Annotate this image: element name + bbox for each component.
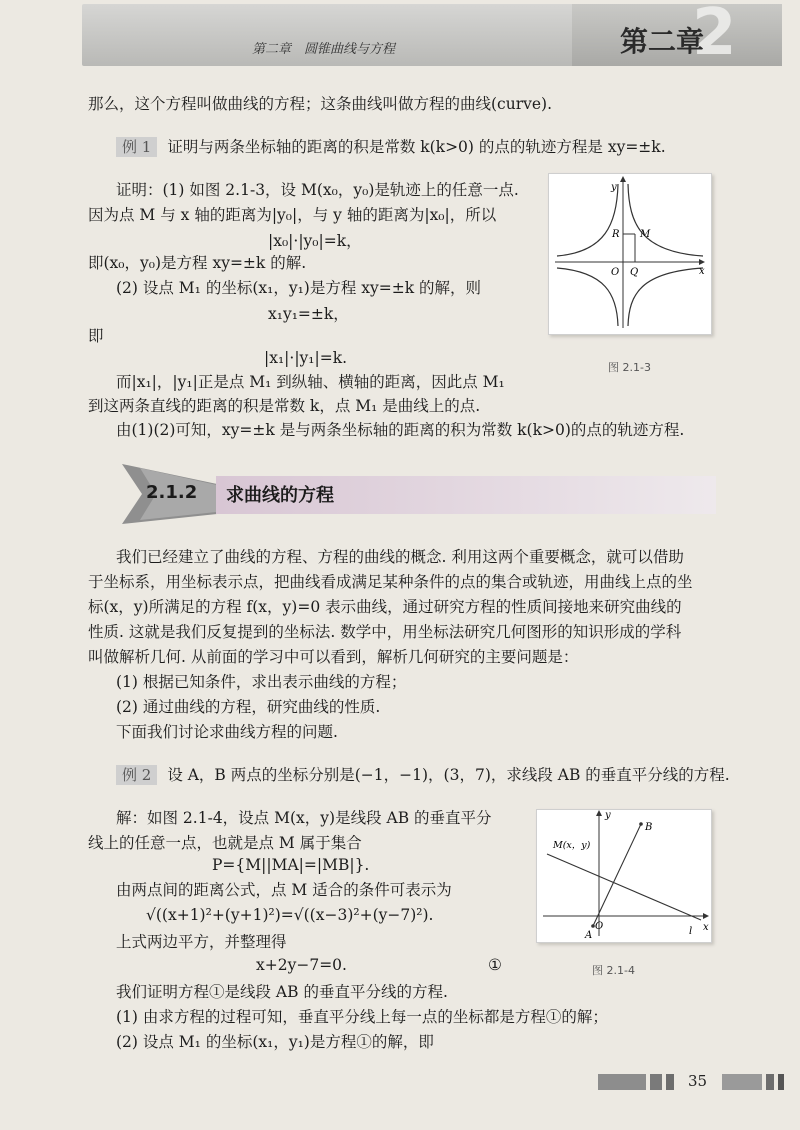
label-m: M(x，y) <box>553 840 591 851</box>
footer-block <box>598 1074 646 1090</box>
y-axis-arrow <box>596 810 602 816</box>
perpendicular-bisector-graph <box>537 810 711 942</box>
section-title: 求曲线的方程 <box>226 485 334 506</box>
equation: x₁y₁=±k， <box>268 305 349 323</box>
example-2-text: 设 A，B 两点的坐标分别是(−1，−1)，(3，7)，求线段 AB 的垂直平分线的方程. <box>167 766 730 784</box>
text-line: 因为点 M 与 x 轴的距离为|y₀|，与 y 轴的距离为|x₀|，所以 <box>88 206 497 224</box>
page-number: 35 <box>688 1072 708 1090</box>
label-x: x <box>703 922 709 933</box>
chapter-tab <box>572 0 782 70</box>
text-line: (2) 通过曲线的方程，研究曲线的性质. <box>116 698 381 716</box>
figure-caption: 图 2.1-4 <box>592 964 635 977</box>
text-line: 证明：(1) 如图 2.1-3，设 M(x₀，y₀)是轨迹上的任意一点. <box>116 181 519 199</box>
label-a: A <box>585 930 593 941</box>
section-number: 2.1.2 <box>146 482 198 503</box>
label-m: M <box>640 229 651 240</box>
text-line: (1) 根据已知条件，求出表示曲线的方程； <box>116 673 407 691</box>
chapter-title: 第二章 <box>620 25 705 58</box>
hyperbola-branch <box>628 184 703 256</box>
text-line: (2) 设点 M₁ 的坐标(x₁，y₁)是方程 xy=±k 的解，则 <box>116 279 482 297</box>
figure-2-1-3 <box>548 173 712 335</box>
label-q: Q <box>630 267 639 278</box>
text-line: 即(x₀，y₀)是方程 xy=±k 的解. <box>88 254 307 272</box>
x-axis-arrow <box>699 259 705 265</box>
text-line: 线上的任意一点，也就是点 M 属于集合 <box>88 834 362 852</box>
footer-block <box>766 1074 774 1090</box>
example-2 <box>116 765 730 785</box>
hyperbola-branch <box>628 268 703 326</box>
footer-bar <box>598 1072 788 1092</box>
equation: |x₀|·|y₀|=k， <box>268 232 362 250</box>
text-line: 标(x，y)所满足的方程 f(x，y)=0 表示曲线，通过研究方程的性质间接地来研究曲线的 <box>88 598 682 616</box>
section-heading <box>122 454 722 534</box>
label-o: O <box>595 921 604 932</box>
text-line: 即 <box>88 327 104 345</box>
segment-ab <box>593 824 641 926</box>
chapter-big-digit: 2 <box>692 0 737 70</box>
label-o: O <box>611 267 620 278</box>
footer-block <box>722 1074 762 1090</box>
text-line: 于坐标系，用坐标表示点，把曲线看成满足某种条件的点的集合或轨迹，用曲线上点的坐 <box>88 573 693 591</box>
label-y: y <box>605 810 611 821</box>
bisector-line-l <box>547 854 701 920</box>
label-x: x <box>699 266 705 277</box>
equation: √((x+1)²+(y+1)²)=√((x−3)²+(y−7)²). <box>146 906 434 924</box>
text-line: 到这两条直线的距离的积是常数 k，点 M₁ 是曲线上的点. <box>88 397 481 415</box>
text-line: 解：如图 2.1-4，设点 M(x，y)是线段 AB 的垂直平分 <box>116 809 492 827</box>
y-axis-arrow <box>620 176 626 182</box>
equation-marker: ① <box>488 956 502 974</box>
text-line: 上式两边平方，并整理得 <box>116 933 287 951</box>
hyperbola-graph <box>549 174 711 334</box>
label-b: B <box>645 822 653 833</box>
text-line: 下面我们讨论求曲线方程的问题. <box>116 723 338 741</box>
hyperbola-branch <box>557 184 618 256</box>
footer-block <box>778 1074 784 1090</box>
header-banner <box>82 0 782 70</box>
text-line: 由两点间的距离公式，点 M 适合的条件可表示为 <box>116 881 452 899</box>
x-axis-arrow <box>703 913 709 919</box>
text-line: 由(1)(2)可知，xy=±k 是与两条坐标轴的距离的积为常数 k(k>0)的点的轨迹方程. <box>116 421 685 439</box>
label-r: R <box>612 229 620 240</box>
example-2-label: 例 2 <box>116 765 157 785</box>
chapter-subtitle: 第二章 圆锥曲线与方程 <box>252 42 396 57</box>
text-line: 性质. 这就是我们反复提到的坐标法. 数学中，用坐标法研究几何图形的知识形成的学科 <box>88 623 682 641</box>
footer-block <box>666 1074 674 1090</box>
figure-caption: 图 2.1-3 <box>608 361 651 374</box>
text-line: 我们已经建立了曲线的方程、方程的曲线的概念. 利用这两个重要概念，就可以借助 <box>116 548 684 566</box>
text-line: 那么，这个方程叫做曲线的方程；这条曲线叫做方程的曲线(curve). <box>88 95 553 113</box>
text-line: 而|x₁|，|y₁|正是点 M₁ 到纵轴、横轴的距离，因此点 M₁ <box>116 373 505 391</box>
text-line: (2) 设点 M₁ 的坐标(x₁，y₁)是方程①的解，即 <box>116 1033 434 1051</box>
example-1 <box>116 137 666 157</box>
label-l: l <box>689 926 693 937</box>
figure-2-1-4 <box>536 809 712 943</box>
text-line: 我们证明方程①是线段 AB 的垂直平分线的方程. <box>116 983 448 1001</box>
label-y: y <box>611 182 617 193</box>
text-line: (1) 由求方程的过程可知，垂直平分线上每一点的坐标都是方程①的解； <box>116 1008 608 1026</box>
equation: P={M||MA|=|MB|}. <box>212 856 370 874</box>
example-1-text: 证明与两条坐标轴的距离的积是常数 k(k>0) 的点的轨迹方程是 xy=±k. <box>167 138 666 156</box>
equation: |x₁|·|y₁|=k. <box>264 349 348 367</box>
equation: x+2y−7=0. <box>256 956 347 974</box>
footer-block <box>650 1074 662 1090</box>
example-1-label: 例 1 <box>116 137 157 157</box>
hyperbola-branch <box>557 268 618 326</box>
point-b <box>639 822 643 826</box>
text-line: 叫做解析几何. 从前面的学习中可以看到，解析几何研究的主要问题是： <box>88 648 579 666</box>
